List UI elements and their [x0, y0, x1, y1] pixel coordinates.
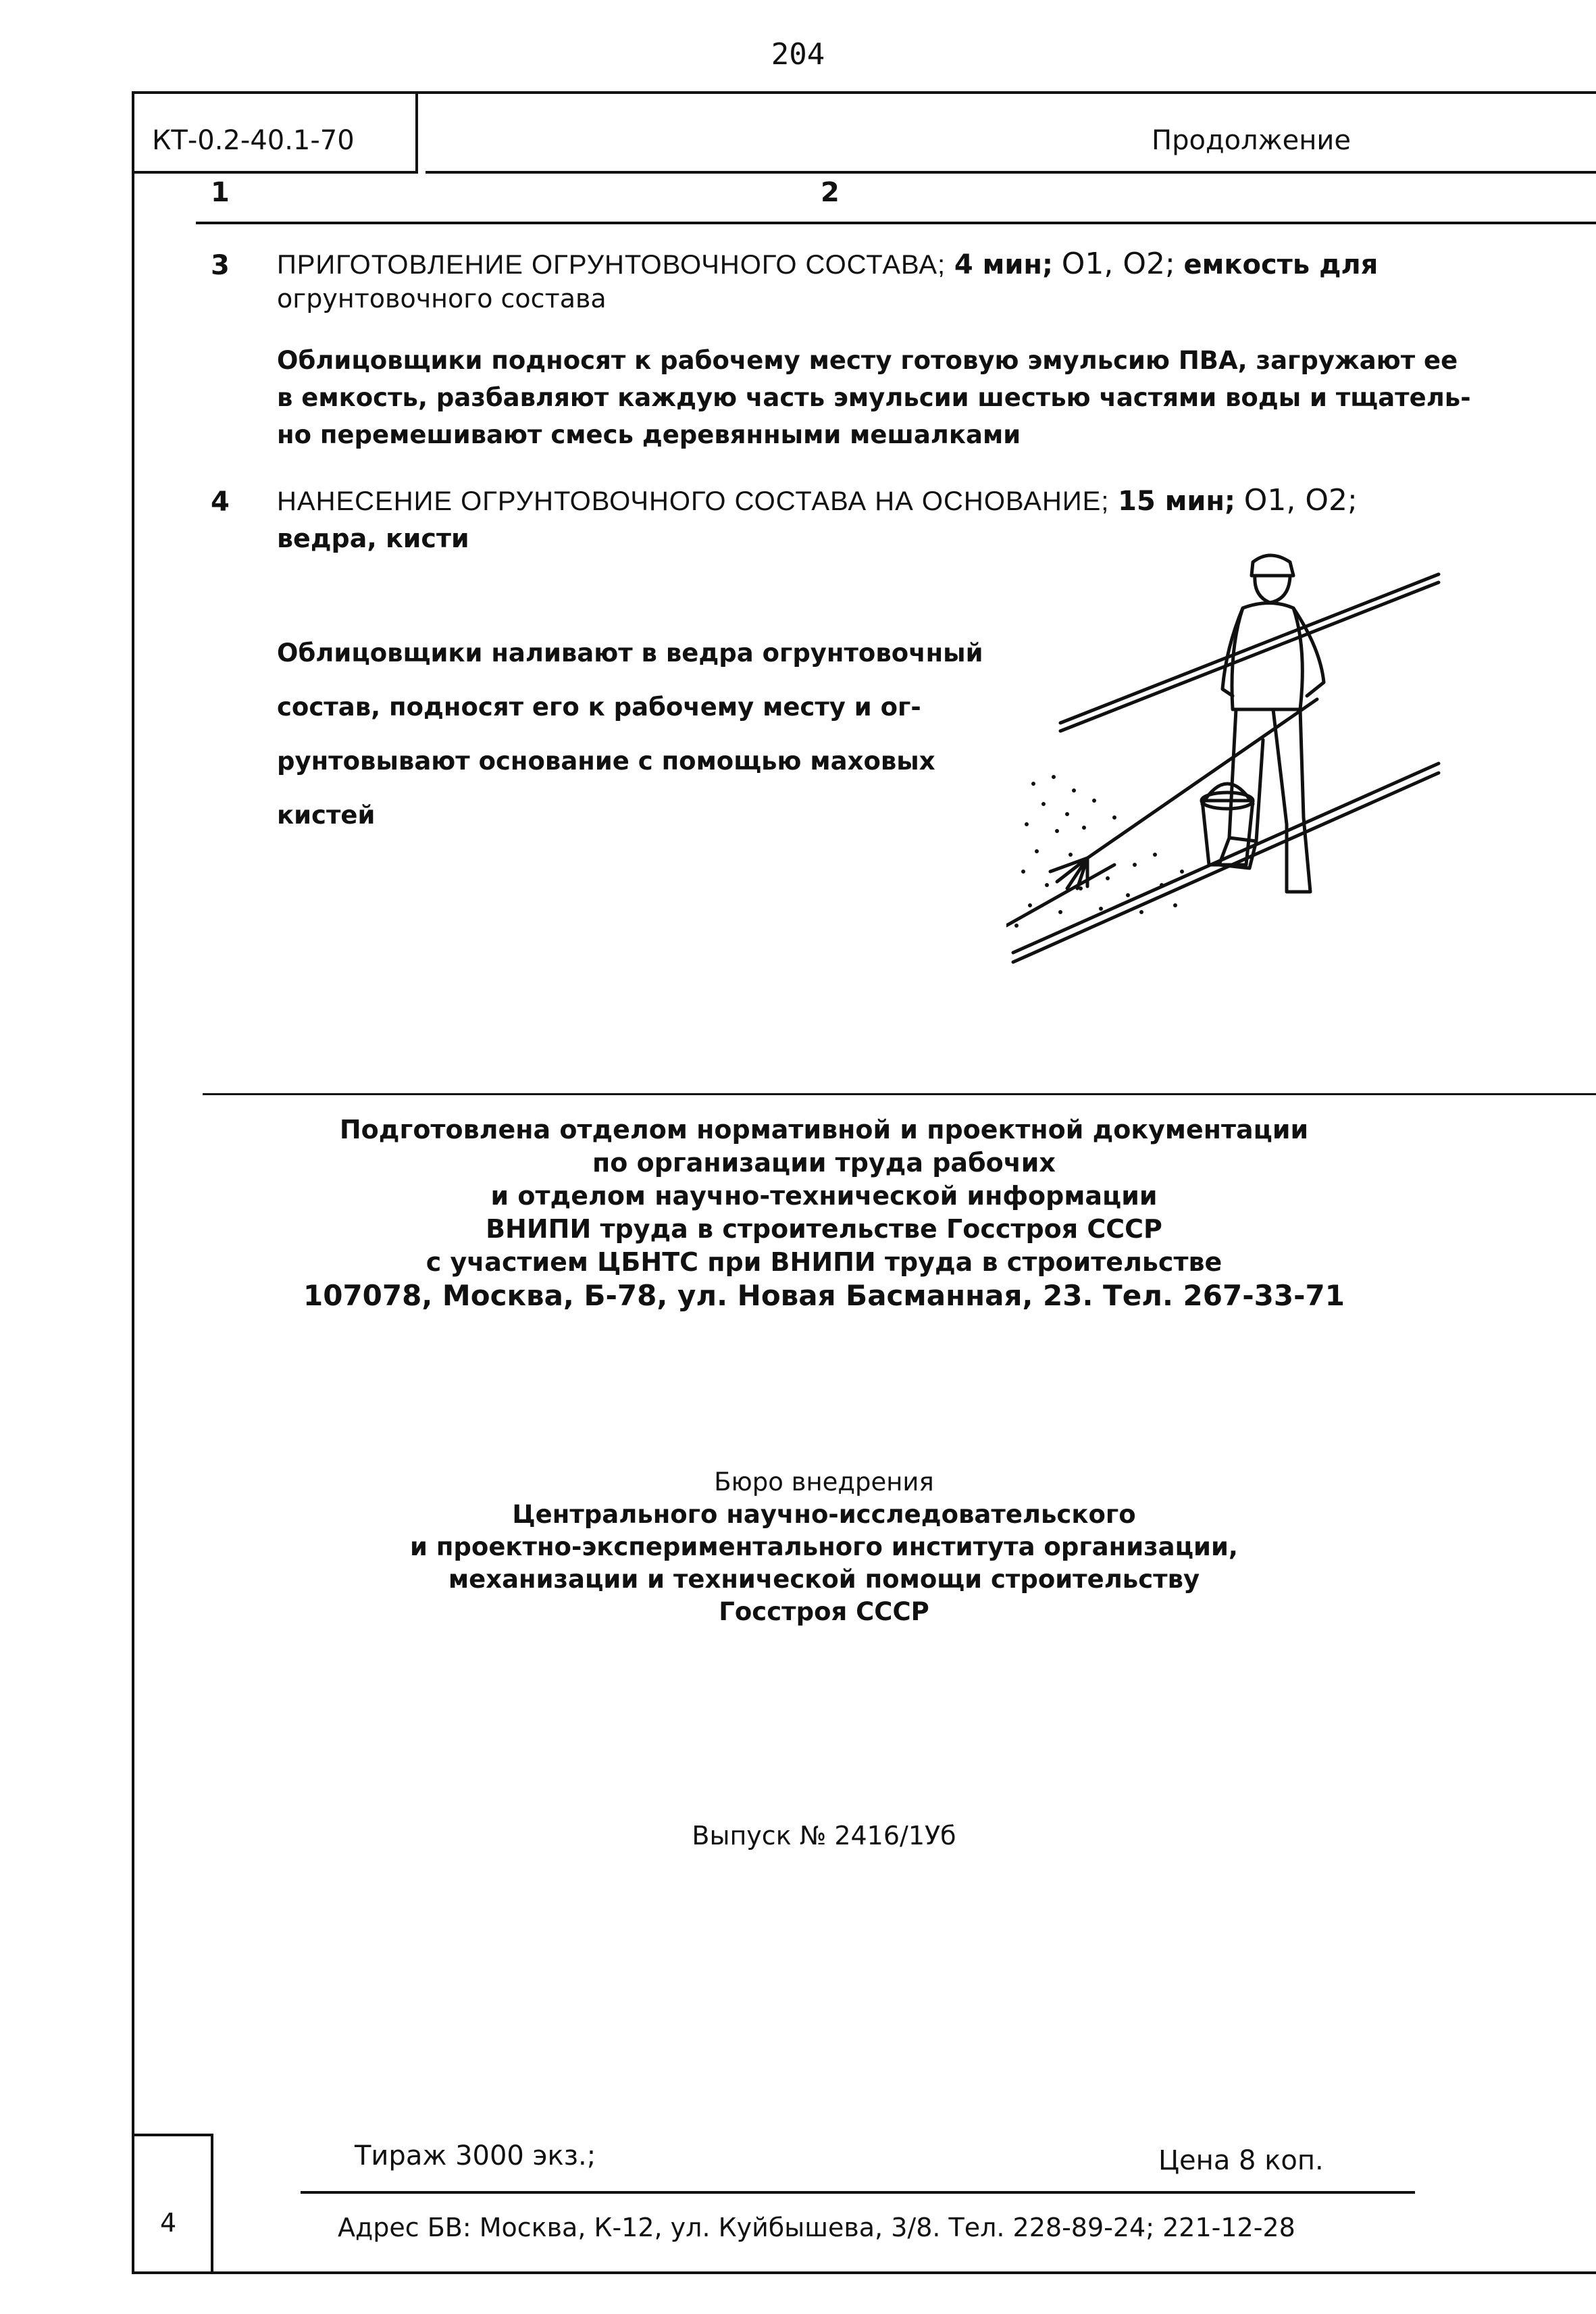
- item-3-tools-a: емкость для: [1183, 249, 1379, 280]
- continuation-label: Продолжение: [1152, 125, 1352, 156]
- footer-bottom-rule: [132, 2271, 1596, 2274]
- item-4-body-line-2: состав, подносят его к рабочему месту и ог-: [277, 693, 921, 722]
- header-top-rule: [132, 91, 1596, 94]
- prepared-by-line-2: по организации труда рабочих: [592, 1148, 1056, 1178]
- prepared-by-line-5: с участием ЦБНТС при ВНИПИ труда в строительстве: [426, 1247, 1222, 1277]
- item-4-number: 4: [211, 486, 230, 518]
- prepared-by-line-4: ВНИПИ труда в строительстве Госстроя СССР: [486, 1214, 1162, 1244]
- footer-box-right-rule: [211, 2134, 213, 2273]
- bureau-line-4: механизации и технической помощи строительству: [448, 1565, 1200, 1594]
- prepared-by-rule: [203, 1093, 1596, 1095]
- worker-priming-illustration: [1006, 547, 1493, 980]
- circulation: Тираж 3000 экз.;: [355, 2140, 596, 2171]
- item-3-title: [277, 247, 1378, 281]
- header-mid-rule: [426, 171, 1596, 174]
- column-1-header: 1: [211, 177, 230, 208]
- item-3-number: 3: [211, 250, 230, 281]
- item-4-workers: O1, O2;: [1243, 483, 1358, 518]
- bureau-line-1: Бюро внедрения: [714, 1467, 934, 1496]
- item-3-body-line-2: в емкость, разбавляют каждую часть эмульсии шестью частями воды и тщатель-: [277, 383, 1471, 412]
- code-box-bottom-rule: [132, 171, 418, 174]
- item-3-workers: O1, O2;: [1061, 247, 1175, 281]
- item-3-body-line-1: Облицовщики подносят к рабочему месту готовую эмульсию ПВА, загружают ее: [277, 346, 1458, 375]
- code-box-right-rule: [415, 91, 418, 172]
- bureau-block: [203, 1466, 1445, 1628]
- doc-code: КТ-0.2-40.1-70: [152, 125, 355, 156]
- item-4-body-line-1: Облицовщики наливают в ведра огрунтовочный: [277, 638, 983, 668]
- prepared-by-line-1: Подготовлена отделом нормативной и проектной документации: [339, 1115, 1309, 1145]
- prepared-by-address: 107078, Москва, Б-78, ул. Новая Басманная, 23. Тел. 267-33-71: [303, 1279, 1345, 1312]
- item-3-operation: ПРИГОТОВЛЕНИЕ ОГРУНТОВОЧНОГО СОСТАВА;: [277, 250, 946, 280]
- item-4-time: 15 мин;: [1118, 486, 1236, 517]
- bureau-line-5: Госстроя СССР: [719, 1597, 929, 1626]
- bureau-line-3: и проектно-экспериментального института организации,: [410, 1532, 1238, 1561]
- prepared-by-line-3: и отделом научно-технической информации: [490, 1181, 1158, 1211]
- column-header-rule: [196, 222, 1596, 224]
- publisher-address: Адрес БВ: Москва, К-12, ул. Куйбышева, 3/8. Тел. 228-89-24; 221-12-28: [338, 2213, 1295, 2242]
- left-margin-rule: [132, 91, 134, 2273]
- footer-page-number: 4: [160, 2208, 177, 2238]
- item-3-body-line-3: но перемешивают смесь деревянными мешалками: [277, 420, 1021, 449]
- item-4-title: [277, 483, 1358, 518]
- item-4-body-line-4: кистей: [277, 801, 376, 830]
- footer-top-rule: [301, 2191, 1415, 2194]
- column-2-header: 2: [821, 177, 840, 208]
- item-3-tools-b: огрунтовочного состава: [277, 284, 607, 313]
- footer-box-top-rule: [132, 2134, 213, 2136]
- item-4-tools: ведра, кисти: [277, 524, 469, 553]
- item-4-body-line-3: рунтовывают основание с помощью маховых: [277, 747, 935, 776]
- issue-number: Выпуск № 2416/1Уб: [692, 1821, 956, 1851]
- item-3-time: 4 мин;: [954, 249, 1054, 280]
- price: Цена 8 коп.: [1158, 2145, 1324, 2176]
- prepared-by-block: [203, 1113, 1445, 1312]
- item-4-operation: НАНЕСЕНИЕ ОГРУНТОВОЧНОГО СОСТАВА НА ОСНОВАНИЕ;: [277, 486, 1110, 516]
- page-number: 204: [771, 37, 825, 72]
- bureau-line-2: Центрального научно-исследовательского: [512, 1500, 1136, 1529]
